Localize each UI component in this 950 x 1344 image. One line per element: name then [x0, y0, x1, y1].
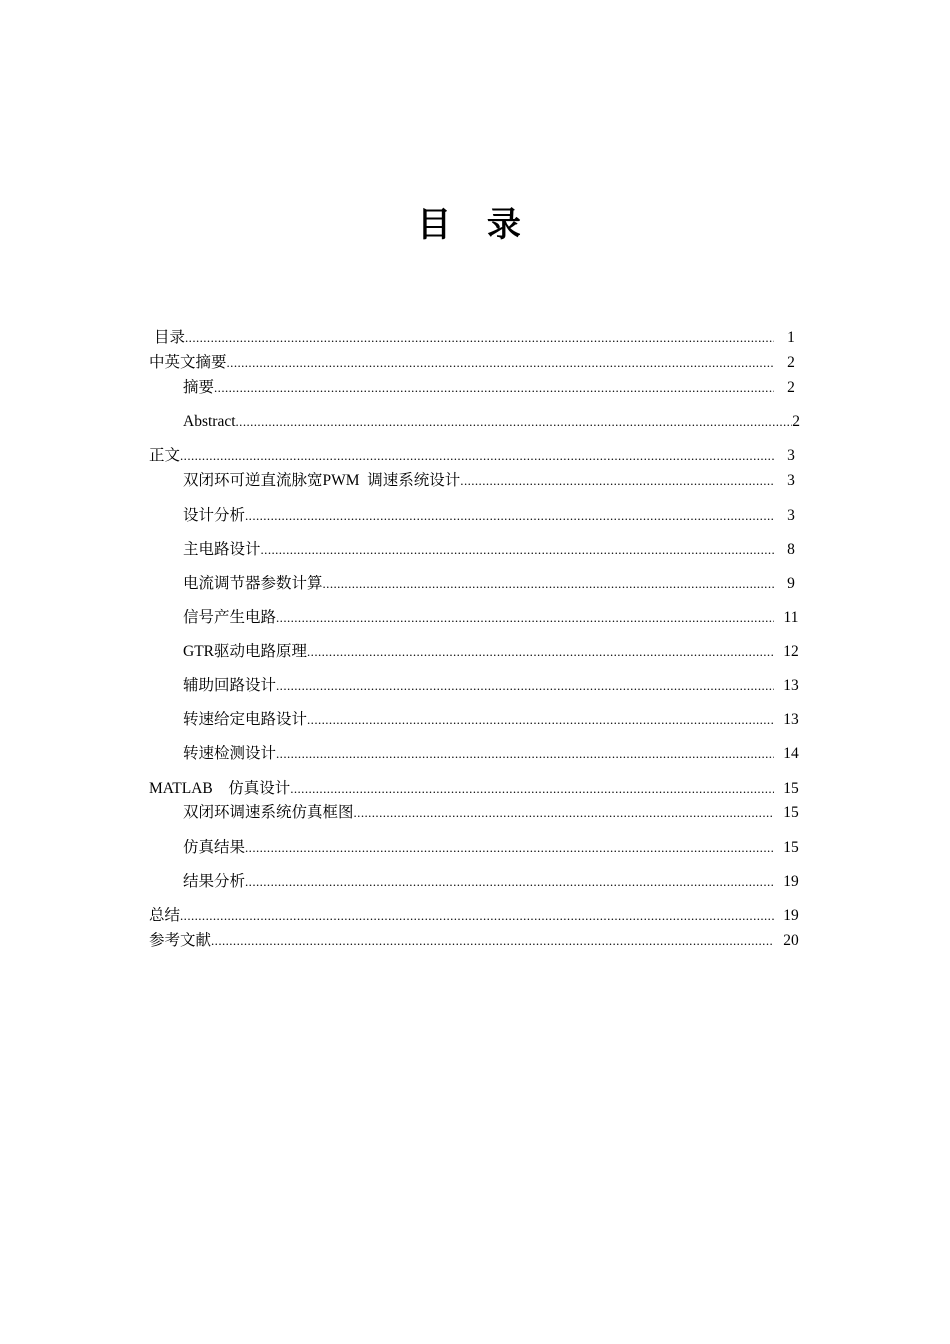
toc-entry[interactable] — [183, 871, 808, 893]
toc-leader-dots — [236, 411, 793, 433]
toc-leader-dots — [245, 837, 774, 859]
toc-entry[interactable] — [149, 930, 808, 952]
toc-entry[interactable] — [183, 837, 808, 859]
toc-entry-page: 3 — [787, 447, 795, 464]
toc-leader-dots — [276, 675, 774, 697]
toc-entry-label: 目录 — [154, 329, 186, 346]
toc-entry-page: 14 — [783, 745, 799, 762]
toc-entry-label: 转速给定电路设计 — [183, 711, 308, 728]
toc-entry[interactable] — [183, 607, 808, 629]
toc-entry-page: 12 — [783, 643, 799, 660]
toc-entry-label: 设计分析 — [183, 507, 246, 524]
toc-entry-page: 13 — [783, 711, 799, 728]
toc-entry[interactable] — [183, 505, 808, 527]
toc-entry-page: 1 — [787, 329, 795, 346]
toc-entry[interactable] — [183, 641, 808, 663]
toc-entry-label: 双闭环调速系统仿真框图 — [183, 804, 354, 821]
toc-leader-dots — [211, 930, 774, 952]
toc-entry-label: 电流调节器参数计算 — [183, 575, 323, 592]
toc-entry-label: 双闭环可逆直流脉宽PWM 调速系统设计 — [183, 472, 461, 489]
toc-entry-page: 20 — [783, 932, 799, 949]
toc-entry-page: 2 — [787, 379, 795, 396]
toc-entry-page: 8 — [787, 541, 795, 558]
toc-entry[interactable] — [183, 675, 808, 697]
toc-entry-page: 9 — [787, 575, 795, 592]
toc-entry[interactable] — [183, 539, 808, 561]
toc-entry[interactable] — [183, 573, 808, 595]
toc-entry-page: 15 — [783, 780, 799, 797]
toc-entry-label: 辅助回路设计 — [183, 677, 277, 694]
toc-entry-label: 转速检测设计 — [183, 745, 277, 762]
toc-leader-dots — [245, 871, 774, 893]
toc-entry-label: 结果分析 — [183, 873, 246, 890]
toc-entry[interactable] — [149, 352, 808, 374]
page-title: 目 录 — [417, 205, 533, 245]
toc-entry-label: 仿真结果 — [183, 839, 246, 856]
toc-leader-dots — [185, 327, 774, 349]
toc-entry-page: 13 — [783, 677, 799, 694]
toc-entry[interactable] — [154, 327, 808, 349]
toc-entry-page: 11 — [783, 609, 799, 626]
toc-entry[interactable] — [149, 778, 808, 800]
toc-entry[interactable] — [183, 743, 808, 765]
toc-leader-dots — [307, 709, 774, 731]
toc-entry[interactable] — [183, 411, 800, 433]
toc-entry-label: 中英文摘要 — [149, 354, 227, 371]
toc-entry-page: 15 — [783, 804, 799, 821]
toc-leader-dots — [227, 352, 774, 374]
toc-entry-page: 19 — [783, 907, 799, 924]
toc-entry-label: 摘要 — [183, 379, 215, 396]
toc-entry[interactable] — [183, 377, 808, 399]
toc-entry-page: 3 — [787, 507, 795, 524]
toc-entry-label: 信号产生电路 — [183, 609, 277, 626]
toc-leader-dots — [180, 905, 774, 927]
toc-entry[interactable] — [183, 709, 808, 731]
toc-entry-page: 15 — [783, 839, 799, 856]
toc-leader-dots — [460, 470, 774, 492]
toc-leader-dots — [245, 505, 774, 527]
toc-leader-dots — [354, 802, 774, 824]
toc-entry[interactable] — [183, 470, 808, 492]
toc-entry-page: 19 — [783, 873, 799, 890]
toc-leader-dots — [214, 377, 774, 399]
toc-leader-dots — [180, 445, 774, 467]
toc-entry[interactable] — [149, 445, 808, 467]
toc-entry-label: 参考文献 — [149, 932, 212, 949]
toc-entry-label: 总结 — [149, 907, 181, 924]
toc-leader-dots — [307, 641, 774, 663]
toc-leader-dots — [276, 607, 774, 629]
toc-entry-page: 2 — [787, 354, 795, 371]
toc-entry[interactable] — [183, 802, 808, 824]
toc-leader-dots — [323, 573, 774, 595]
toc-entry-label: GTR驱动电路原理 — [183, 643, 308, 660]
toc-entry-label: MATLAB 仿真设计 — [149, 780, 291, 797]
toc-leader-dots — [276, 743, 774, 765]
toc-leader-dots — [290, 778, 774, 800]
toc-entry-label: Abstract — [183, 413, 236, 430]
toc-entry[interactable] — [149, 905, 808, 927]
toc-entry-page: 3 — [787, 472, 795, 489]
toc-entry-label: 正文 — [149, 447, 181, 464]
toc-entry-label: 主电路设计 — [183, 541, 261, 558]
toc-entry-page: 2 — [792, 413, 800, 430]
toc-leader-dots — [261, 539, 774, 561]
